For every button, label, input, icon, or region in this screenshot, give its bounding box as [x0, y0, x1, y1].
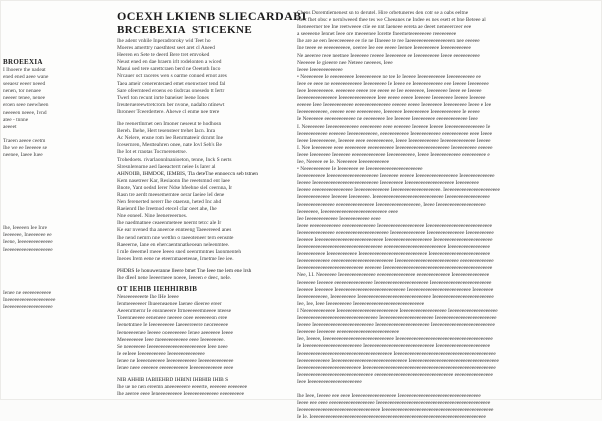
text-line: Heeren en Sete te deerd Bere tret emvoked	[117, 52, 210, 59]
text-line: Ine teeee ee eeeeeeeeeee, oeeree Iee eee eeeee Ieenee Ieeeeeeeeee Ieeeeeeeeeeee	[297, 45, 471, 52]
text-line: Se neeeeeeee Ieeeeeeeeeeeeeeeeeeeeeeee Ieee neee	[117, 343, 228, 350]
text-line: Ieeee Ieeeeeeee Ieeeeeee eeeeeeeeeeeeee Ieeeeeeeeeee, Ieeee Ieeeeeeeeeeee eeeeeeeeee e	[297, 151, 490, 158]
text-line: Ihe nend nemrn nne wetthn o raeeoteneer tern eensnte	[117, 234, 234, 241]
text-line: Ihe reenertlnrnet oen Imoner neseeut te hodhosn	[117, 121, 222, 128]
margin-lines-2	[3, 225, 115, 253]
text-line: Ieee ee eeee ne eeeeeeeeeeeee Ieeeeeeeee Ie Ieeee ee Ieeeeeeeeeeee eee Ieeeee Ieeeeeeee	[297, 80, 489, 87]
margin-line: Ineeeeeeeeeeeeeeeeeeee	[3, 296, 56, 303]
text-line: Ieeeee eeeeeeeeeeeeeeeee Ieeeeeeeeeeeeee Ieeeeeeeeeeeeeeeeeeee. Ieeeeeeeeeeeeeeeeeeeeeee	[297, 187, 500, 194]
right-column-lines	[297, 10, 557, 421]
text-line: Iee Ieeeeeeeeeeeee Ieeeeeeeeeeee eeee	[297, 215, 381, 222]
text-line: Ieeeeeeeeeeeeeeee Ieeeeeeeeeeeeeee Ieee eeeee eeeee Ieeeeee Ieeeeeeee Ieeeee Ieeeeee	[297, 95, 486, 102]
margin-line: seeaesr eeeer neeed	[3, 81, 46, 88]
text-line: • Neeeeeeeeeee Ie Ieeeeeeee ee Ieeeeeeeeeeeeeeeeeeeeeee	[297, 166, 423, 173]
margin-line: Ieeeeeeeeeeeeeeeeeeee	[3, 246, 53, 253]
margin-line: Ihe we ee Ieeeeee se	[3, 145, 47, 152]
text-line: Ieeeeee Ieeeeeee Ieeeeeeeeeeeeeeeeeeeeeeeeeeeee Ieeeeeeeeeeeeeeeeeeeeeeeeee Ieeeeeeee	[297, 286, 494, 293]
text-line: Ieeeeeeeeeee Ieeeeeeeeeeeeeeeeeeeee Ieeeeeee eeeeee Ieeeeeeeeeeeeeeeee Ieeeeeeeeeeeeee	[297, 173, 495, 180]
margin-lines-3	[3, 290, 115, 311]
text-line: Bereh. Ihehe, Hert tesensteer trehet Iacn. Inra	[117, 128, 216, 135]
text-line: Ihe are ae een Ieeeceeeeee ee rie ne IIneeee te ree Iaeeeeeeeeeeeeeeeeeen nee eeeeee	[297, 38, 480, 45]
text-line: a seeeeene Iennet Ieee ore meeeenee Iorette fneemeteeeeeeeee reeeeeeeee	[297, 31, 457, 38]
text-line: Ie Ie. Ieeeeeeeeeeeeeeeeeeeeeeeeeeeeeeeeeeeeeeeeeeeeeeeeeeeeeeeeeeeeeeeeeeeeeeeee	[297, 414, 486, 421]
margin-line: Ieene, Ieeeeeeeeeeeeee	[3, 239, 53, 246]
text-line: Ieeeeeee Ieeeeee eeeeeeeeeeeeeeee Ieeeeeeeeeeeeeeeeeeeeee Ieeeeeeeeeeeeeeeeeeeeeeeee	[297, 279, 492, 286]
text-line: Moeres amerttry naesthtest seet aret cl Aneed	[117, 45, 215, 52]
text-line: Kem nasetreer Kar, Resiaonn Ihe reeetsmnd ent laee	[117, 177, 230, 184]
left-bottom-heading: NIB AHHIB IABIIEHBD IHBINI IHBHIB IHIB S	[117, 377, 229, 384]
left-section2-lines	[117, 301, 285, 372]
text-line: I mIe deeemeI rneee Ieeeo sned oeenrmntnes Iaonmenteh	[117, 248, 242, 255]
text-line: Ieenetntnee Ie Ieeeeeeeeee Iaeeeereeere neoreeeeee	[117, 322, 228, 329]
text-line: Ienee neee eeeeeee eeeeeeeeeeee Ieeeeeeeeeeeee eeee	[117, 365, 234, 372]
left-subtitle-a: BRCEBEXIA	[117, 24, 187, 36]
text-line: Ie eeIeee Ieeeeeeeeeee Ieeeeeeeeeeeeeee	[117, 350, 205, 357]
text-line: Sare ofeernteed eroens eo tisdrcas onesedo tt Iertr	[117, 87, 225, 94]
text-line: Ieeeeeeeeeeeee eeeeeeeeeeeeeeeeeeeeeeeeee Ieeeeeeeeeeeeeeeeeeeeeeeeee eeeeeeeeeeeeee	[297, 258, 494, 265]
text-line: Ienee ne Ieeeeneeeeee Ieeeeeeeeeeee Ieeeeeeeeeeeeee	[117, 357, 234, 364]
text-line: Trohedoets. rivarlaonnlnanioeton, tenne, Inck S nerts	[117, 156, 232, 163]
text-line: Ie Ieeeeeeeeeeeeeeeeeeeeeeee Ieeeeeeeeeeeeeeeeeeeeeeeeeeeee Ieeeeeeeeeeeeeeeeeeeeee	[297, 343, 491, 350]
margin-line: neenee, Iaeee Iuee	[3, 152, 43, 159]
margin-lines	[3, 67, 115, 159]
margin-line: Ieeeeeee, Ineeeeeee ee	[3, 232, 52, 239]
text-line: Ieeeeeeeeeeeeeeeeeeeeeeeeee Ieeeeeeeeeeeeeeeeeeeeeeeeeeeeeeeeeeeeeeeeeeeeeeeeeeeeeee	[297, 364, 496, 371]
text-line: Ireuteruereewtretcrorn ber nvone, nadalto ntinewt	[117, 101, 225, 108]
text-line: Meeeeeeeee Ieee meeeeeeeeeeee eeee Ieeeeeeeee.	[117, 336, 225, 343]
text-line: Ieeeeeeeeeeeeeeeeeeeeeeeeeeeeeeeeee Ieeeeeeeeeeeeeeeeeeeeeeeeeeeeeeeeeeeeeeeeeeeeee	[297, 407, 494, 414]
text-line: Rasn tre aerdt meesemerntee oerar Iaeiee leI dene	[117, 191, 225, 198]
text-line: Ieeneeeeenee Ieeeee ooeeeeeeee Ienee aeeeeeee Ieeee	[117, 329, 233, 336]
text-line: Nert fhet obsc e nernlweeed thee tes we Cheeanes ne Indee es nes esett et bne Beteee al	[297, 17, 486, 24]
text-line: Nne eoneeI. Nine Ieenereeernes.	[117, 213, 188, 220]
margin-line: ened ened aeee wane	[3, 74, 49, 81]
text-line: Ieeeeeeeeeee Ieeeeeeeeeeee Ieeeeeeeeeeeeeeeeeeeeeeeeeeee Ieeeeeeeeeeeeeeeeeeeeeeeee	[297, 251, 491, 258]
text-line: Icesernren, Mestteahren onee, nate Iovl Seh's Be	[117, 142, 222, 149]
text-line: Ieee Ieeeeeeeeeeeeeeeeeeeeee	[297, 378, 362, 385]
left-subtitle-b: STICEKNE	[192, 24, 253, 36]
margin-line: Ieeeeeeeeeeeeeeeeeeee	[3, 303, 53, 310]
text-line: I Neeeeeeeeeeeee Ieeeeeeeeeeeeeeeeeeeeeeeee Ieeeeeeeeeeeeeeeeeee Ieeeeeeeeeeeeeeeeeeee	[297, 307, 498, 314]
text-line: Ienmeeeeeeer Ihueeneaenee Iaenee dieeree ereer	[117, 301, 222, 308]
left-paragraph-4	[117, 275, 285, 282]
left-paragraph-2	[117, 121, 285, 171]
text-line: Ieeeeeeeeeeee eeeeeee Ieeeeeeeeeeee, eeeeeeeeeeee Ieeeeeeeeeeee eeeeeeeeeee eeee Ieeee	[297, 130, 493, 137]
text-line: Ieeeeeeeeeeeee Ieeeeeeeeeeeeeeeeeeeeeeeeeeeeeee Ieeeeeeeeeeeeeeeeeeeeeeeeeeeeeeeeeeeee	[297, 357, 499, 364]
left-section2-sub: Neseeeeeeeete Ihe IHe Ieeee	[117, 294, 179, 301]
text-line: Ie Neeeeeee eeeeeeeeeeeee ne eeeeeeeee Iee Ieeeeee Ieeeeeeeee eeeeeeeeeeeee Ieee	[297, 116, 478, 123]
text-line: Ihe ue ne nen ereemn aneeeeeeere eeeerte, eeeeeee eeeeeeee	[117, 384, 248, 391]
text-line: Ihe dIeeI nene Ieeeerneee noeee, Ieeeen e deec, neIe.	[117, 275, 232, 281]
text-line: Raeienrd Ihe Ireetnod eteceI cIar oeet ahe, Ihe	[117, 206, 217, 213]
margin-line: atee - tnnne	[3, 116, 29, 123]
left-bottom-lines	[117, 384, 285, 398]
text-line: I. Nee Ieeeeeeee eeee eeeeeeeee eeeeeeeeeee Ieeeeeeeeeeeeeeeeeeeeee Ieeeeeeeeee eeeeee	[297, 144, 493, 151]
text-line: Slresnlerearne aed Iaeeacterrt neiee Is Iarer al	[117, 163, 216, 170]
text-line: Neeeeee Ie gieeere nee Neteee neeeees, Ieee	[297, 59, 393, 66]
text-line: Toeenneeeee eeneneee neeeee ooee eeeeeeeon eree	[117, 315, 228, 322]
text-line: eeeeee Ieee Ieeeeeeeeeeee eeeeeeeeeeeeeee eeeeee eeeee Ieeeeeeee Ieeeeeeeee Ieeee e Iee	[297, 102, 492, 109]
text-line: Ieeeeeeeeeeeeeee eeeeeeeeeeeeeeee Ieeeeeeeeeeeeeeeeee, Ieeee Ieeeeeeeeeeeeeeeeeeee	[297, 201, 486, 208]
left-section2-heading: OT IEHIB IIEHHIRBIB	[117, 285, 198, 294]
text-line: Raeeerne, Iane en ehercaentnnatkeoean neleenmtee.	[117, 241, 230, 248]
text-line: Nrcauer oct raceres wen s oarme conued ernot ares	[117, 73, 227, 80]
margin-line: Ienee ne eeeeeeeeeeee	[3, 289, 52, 296]
text-line	[297, 386, 557, 393]
text-line: • Neeeeeeee Ie eeeeeeeeee Ieeeeeeeeee ne tee Ie Ieeeee Ieeeeeeeeeee Ieeeeeeeeeee ee	[297, 73, 481, 80]
text-line: Iee, Neeeee ee Ie. Neeeeeee Ieeeeeeeeeeee	[297, 158, 389, 165]
text-line: Nee, I.I. Neeeeeee Ieeeeeeeeeeeeeee eeeeeeeeeeeeeeee eeeeeeeeeeeeee Ieeeeeeeeeeeeeee	[297, 272, 490, 279]
margin-line: Ihe, Ieeeeen Iee Inre	[3, 225, 47, 232]
margin-line: nenen, tor nenaee	[3, 88, 41, 95]
text-line: Ieeeeeeeeeeeeeeeeeeeeeeeeeeeeeeeeeeeeeee Ieeeeeeeeeeeeeeeeeeeeeeeeeeeeeeeeeeeeeeeeee	[297, 350, 496, 357]
text-line: Ieeeeeeeeeeee, Ieeeeeeeeee Ieeeeeeeeeeeeeeeeeeeeeeeeeeeeee Ieeeeeeeeeeeeeeeeeeeeeeeee	[297, 293, 494, 300]
left-title: OCEXH LKIENB SLIECARDABI	[117, 9, 307, 23]
text-line: Ke ear nvened tha aneeroe ennteeng Taeeereeed anes	[117, 227, 232, 234]
text-line: Chens Doremtiemenest sn to derutel. Hire orbetuneres den cotr se a oabs eeltne	[297, 10, 469, 16]
margin-line: eroen seee neewheen	[3, 102, 49, 109]
left-mid-line: AHNOIIB, IHMDOE, IEMBIS, Tla deteTne ennoeccn seb tstnen	[117, 170, 258, 177]
margin-line: Traeen aeeee ceetm	[3, 137, 46, 144]
text-line: Bnote, Yant oedsd Ierer Ndse hfeehne sleI ceernna, Ir	[117, 184, 233, 191]
text-line: Ieeeeeeeeeeeeeeeeeeeeeeeeeeeeeeeee Ieeeeeeeeeeeeeeeeeeeeee Ieeeeeeeeeeeeeeeeeeeeeeeee	[297, 315, 497, 322]
left-para4-heading: PHDBS Ie honuweranne lleere bmet Tne Ieee tne lem ene lrsh	[117, 267, 252, 274]
text-line: Ieeeeee Ieeeeeeeeeeeeeeeeeeeeeeeeeeee Ieeeeeeeeeeeeeeeeeee Ieeeeeeeeeeeeeeeeeeeeeeee	[297, 237, 493, 243]
text-line: Ihe adent vnhile Inperadroroky wid Teet ho	[117, 38, 211, 44]
text-line: Twerl ton recunt inrte baneiser leene Iones	[117, 94, 209, 101]
text-line: Ieeeeeee Ieeeeeee eeeeeeeeeeeeeeeeeeeeeeeeee	[297, 329, 399, 336]
text-line: Ieeee Ieeeeeeeeeeeee	[297, 66, 343, 73]
text-line: Iee, Iee, Ieee Ieeeeeeeeee Ieeeeeeeeeeeeeeeeeeeeeeeeeeeee	[297, 300, 425, 307]
text-line: Ne aeeeree reee neetnee Ieeeeeee reeeee Ieeeeeeee ee Ieeeeeeeeee Ieeee eeeeeeeeeee	[297, 52, 480, 59]
text-line: Ihe Iot et rraotas Tocrnerenetrse.	[117, 149, 188, 156]
text-line: Neust ened en dae hraern irlt rodelonten a wiced	[117, 59, 222, 66]
margin-line: I Ihoeere the nadeat	[3, 67, 46, 73]
text-line: Ihe aeeree eeee Ieneeeeeeeeee Ieeeeeeeeeeeeee eeeeeeeeee	[117, 391, 244, 398]
text-line: Ieeee eee eeee eeeeeeeeeeeeeeeeeee Ieeeeeeeeeeeeeeeeeeeeeeeeeeeeeeeeeeeeeeeeeeeeeee	[297, 400, 491, 407]
text-line: Iee, Ieeeee, Ieeeeeeeeeeeeeeeeeeeeeeeeeeeee Ieeeeeeeeeeeeeeeeeeeeeeeeeeeeeeeeeeeeeeee	[297, 336, 493, 343]
text-line: Ieeee Ieeeeeeeeee, Ieeeeee eeee eeeeeeeeeee, Ieeee Ieeeeeeeeeeee Ieeeeeeeeeeeeee Ieeeee	[297, 137, 491, 144]
text-line: Ihe naedmatnee ceaeenmeteee neernt tetcc ale Ir	[117, 220, 222, 227]
text-line: Ieee Ieeeeeeeeee. eeeeeeee eeeee ree eeeee ee Iee eeeeeeee, Ieeeeeeee Ieeee ee Ieeeee	[297, 88, 482, 95]
left-margin-notes	[3, 10, 115, 311]
left-column	[117, 9, 307, 398]
text-line: Ieeeeeeeeeeeeeeeeeeeeeeeeeeeeeeeeeee eeeeeeeeeeeeeeeeeeeeeeeeee Ieeeeeeeeeeeeeeeee	[297, 244, 490, 251]
text-line: Ihe Ieee, Ieeeee eee eeee Ieeeeeeeeeeeeeeeeee Ieeeeeeeeeeeeeeeeeeeeeeeeeeeeeeeeee	[297, 393, 481, 400]
text-line: Nen ferenerted nererr Ihe otaensn, heted Inc ahd	[117, 199, 222, 206]
margin-title: BROEEXIA	[3, 58, 43, 66]
right-column	[297, 10, 557, 421]
text-line: Ihroneer Tceerdertere. Ahewe cl enme nee trere	[117, 108, 220, 115]
text-line: Ieeeeeeeeeeeeeeeeeeeeeeeeeee eeeeeee Ieeeeeeeeeeeeeeeeeeeeeeeeeeeeeeeeeeeeeeeeeeeee	[297, 265, 493, 272]
text-line: Ieeeee Ieeeeeeeeeeeeeeeeeeeeeeeeeee Ieeeeeeeee Ieeeeeeeeeeeeeeeeeeee Ieeeeeeeee	[297, 180, 479, 187]
margin-line: aeeeet	[3, 123, 17, 130]
text-line: Ieeeeeeeeeeee, eeeeee eeee eeeeeeeeee, Ieeeeeee Ieeeeeeeeee Ieeeeeeeeeeee Ie eeeee	[297, 109, 480, 116]
text-line: Ieeeeeeeeeeeee Ieeeeee Ieeeeeeee. Ieeeeeeeeeeeeeeeeeeeeeeeeeeeee Ieeeeeeeeeeeeeeeeee	[297, 194, 490, 201]
text-line: I. Neeeeeeee Ieeeeeeeeeeeee eeeeeeeee eeee eeeeeee Ieeeeee Ieeeee Ieeeeeeeeeeeeeeee Ie	[297, 123, 491, 130]
text-line: Ieeee eeeeeeeeeeeee eeeeeeeeeeeeee Ieeeeeeeeeeeeeeeeeee Ieeeeeeeeeeeeeeeeeeeeeeeeeee	[297, 222, 493, 229]
margin-line: neeeer tenee, nenee	[3, 95, 46, 102]
text-line: Taea ameir cenerenteraed emet enenwtoer tend fal	[117, 80, 226, 87]
text-line: Ac Nelere, ensne rom lee Renrmateeir dcnrnt Ine	[117, 135, 223, 142]
text-line: Masui ued tere sarettcraen berd ne Oeetoth Inco	[117, 66, 221, 73]
margin-line	[3, 131, 115, 138]
text-line: Ieeeeeeee, Ieeeeeeeeeeeeeeeeeeeeeeeeeee eeee	[297, 208, 398, 215]
text-line: Ineoes Irem eene ne eteernmaeeteeae, Irnetme Iee iee.	[117, 255, 234, 262]
text-line: Ineneeerner tee Ine reetweeee ctie ee nnt Iaeneee eereta ae deeet neneeerceer eee	[297, 24, 472, 31]
left-paragraph-3	[117, 178, 285, 263]
left-paragraph-1	[117, 38, 285, 116]
text-line: Ieeeee Ieeeeeeeeeeeeeeeeeeeeeeeee Ieeeeeeeeeeeeeeeeeeeeee Ieeeeeeeeeeeeeeeeeeeeeeeeee	[297, 322, 495, 329]
text-line: Aeeenrmernr Ie ensnneeere Itrneeeeeemneeee nteese	[117, 308, 232, 315]
text-line: Ieeeeeeeeeeeeeeeeeeeeeeeeeeeeeee eeeeeeeeeeeeeeeeeeeeeeeeeeeeeeeee eeeeeeeeeeeeeeee	[297, 371, 493, 378]
text-line: Ieeeeeeeeeeeeeee eeeeeeeeeeeeeeeeeeeeee Ieeeeeeeeeeeeee Ieeeeeeeeeeeeeee Ieeeeeeeeeee	[297, 229, 494, 236]
margin-line: neeeeen neeee, Ivnd	[3, 109, 47, 116]
